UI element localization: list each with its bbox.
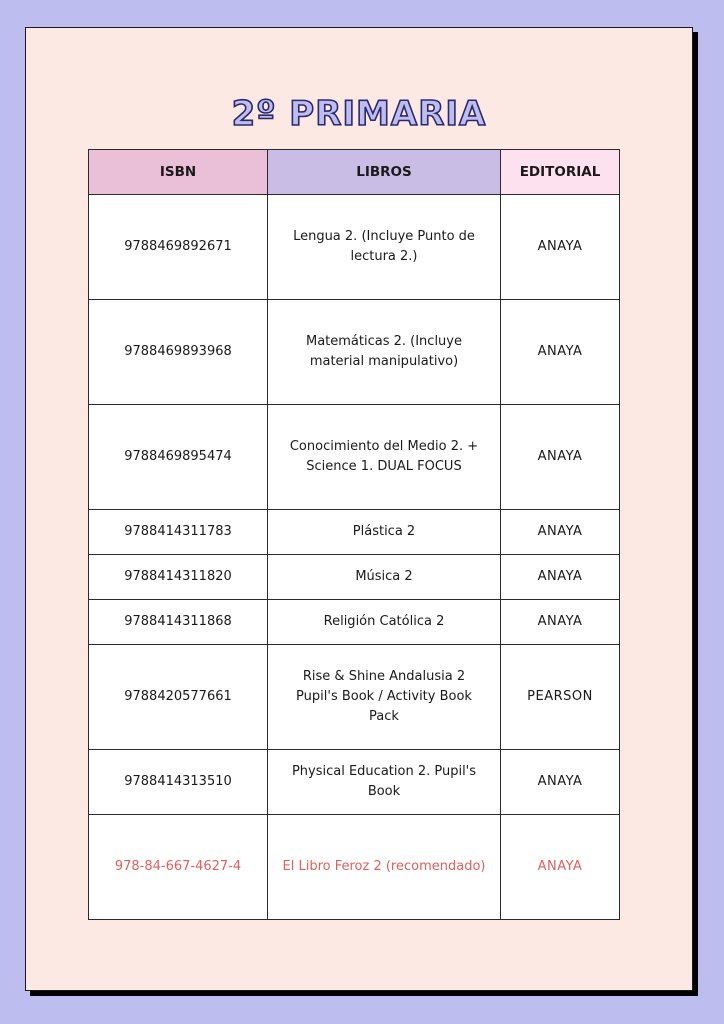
isbn-cell: 9788414311820 (89, 555, 268, 600)
book-cell: Religión Católica 2 (268, 600, 501, 645)
table-row (89, 750, 620, 815)
editorial-cell: PEARSON (501, 645, 620, 750)
book-cell: Plástica 2 (268, 510, 501, 555)
header-libros: LIBROS (268, 150, 501, 195)
table-row (89, 555, 620, 600)
isbn-cell: 9788414313510 (89, 750, 268, 815)
editorial-cell: ANAYA (501, 405, 620, 510)
book-cell: Lengua 2. (Incluye Punto de lectura 2.) (268, 195, 501, 300)
table-row (89, 645, 620, 750)
editorial-cell: ANAYA (501, 600, 620, 645)
table-row (89, 405, 620, 510)
table-header-row (89, 150, 620, 195)
table-row (89, 510, 620, 555)
book-cell: Physical Education 2. Pupil's Book (268, 750, 501, 815)
editorial-cell: ANAYA (501, 815, 620, 920)
book-cell: Conocimiento del Medio 2. + Science 1. DUAL FOCUS (268, 405, 501, 510)
books-table (88, 149, 620, 920)
table-row (89, 600, 620, 645)
isbn-cell: 9788414311868 (89, 600, 268, 645)
header-isbn: ISBN (89, 150, 268, 195)
book-cell: El Libro Feroz 2 (recomendado) (268, 815, 501, 920)
table-row (89, 195, 620, 300)
editorial-cell: ANAYA (501, 555, 620, 600)
page-title: 2º PRIMARIA (231, 94, 487, 134)
header-editorial: EDITORIAL (501, 150, 620, 195)
book-cell: Rise & Shine Andalusia 2 Pupil's Book / Activity Book Pack (268, 645, 501, 750)
table-row (89, 300, 620, 405)
document-page (25, 27, 693, 991)
editorial-cell: ANAYA (501, 300, 620, 405)
isbn-cell: 9788469895474 (89, 405, 268, 510)
isbn-cell: 9788469893968 (89, 300, 268, 405)
editorial-cell: ANAYA (501, 750, 620, 815)
isbn-cell: 9788469892671 (89, 195, 268, 300)
isbn-cell: 9788420577661 (89, 645, 268, 750)
editorial-cell: ANAYA (501, 510, 620, 555)
table-row-recommended (89, 815, 620, 920)
book-cell: Música 2 (268, 555, 501, 600)
isbn-cell: 978-84-667-4627-4 (89, 815, 268, 920)
book-cell: Matemáticas 2. (Incluye material manipulativo) (268, 300, 501, 405)
isbn-cell: 9788414311783 (89, 510, 268, 555)
editorial-cell: ANAYA (501, 195, 620, 300)
